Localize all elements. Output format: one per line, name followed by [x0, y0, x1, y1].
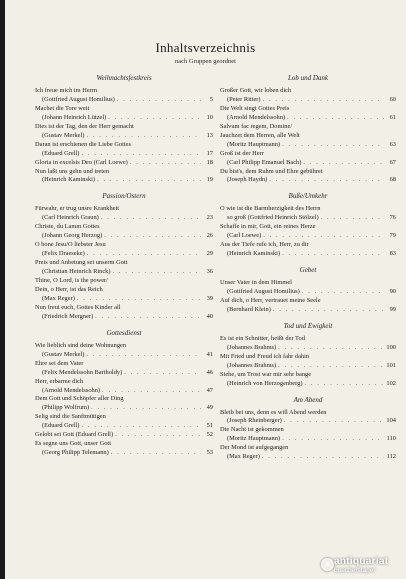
entry-title-text: Gloria in excelsis Deo (Carl Loewe) — [35, 158, 128, 166]
entry-page-number: 101 — [386, 361, 396, 369]
toc-section — [35, 74, 213, 185]
entry-title-text: Aus der Tiefe rufe ich, Herr, zu dir — [220, 241, 309, 249]
dot-leader — [124, 369, 201, 378]
toc-entry-title — [35, 342, 213, 351]
toc-entry-line — [220, 306, 396, 315]
toc-entry-title — [35, 360, 213, 369]
entry-page-number: 40 — [206, 312, 213, 320]
toc-section — [220, 266, 396, 315]
section-heading: Passion/Ostern — [102, 192, 146, 201]
entry-composer: (Bernhard Klein) — [227, 305, 271, 313]
entry-title-text: Thine, O Lord, is the power/ — [35, 277, 108, 285]
dot-leader — [86, 351, 201, 360]
entry-composer: (Gottfried August Homilius) — [42, 95, 115, 103]
dot-leader — [81, 150, 201, 159]
toc-entry-title — [220, 335, 396, 344]
entry-page-number: 47 — [206, 386, 213, 394]
entry-composer: (Christian Heinrich Rinck) — [42, 268, 111, 276]
toc-entry-title — [220, 168, 396, 177]
entry-title-text: Selig sind die Sanftmütigen — [35, 413, 106, 421]
entry-title-text: Du bist's, dem Ruhm und Ehre gebühret — [220, 167, 323, 175]
entry-title-text: Es segne uns Gott, unser Gott — [35, 440, 111, 448]
entry-title-text: Nun freut euch, Gottes Kinder all — [35, 303, 121, 311]
toc-entry-title — [220, 132, 396, 141]
toc-entry-line — [35, 114, 213, 123]
entry-title-text: Mit Fried und Freud ich fahr dahin — [220, 352, 310, 360]
toc-entry-title — [35, 277, 213, 286]
entry-composer: (Heinrich von Herzogenberg) — [227, 379, 303, 387]
entry-page-number: 99 — [389, 305, 396, 313]
toc-entry-title — [220, 241, 396, 250]
entry-title-text: Jauchzet dem Herren, alle Welt — [220, 131, 300, 139]
toc-entry-title — [35, 105, 213, 114]
entry-title-text: Dies ist der Tag, den der Herr gemacht — [35, 122, 134, 130]
entry-title-text: Nun laßt uns gehn und treten — [35, 167, 110, 175]
dot-leader — [117, 96, 201, 105]
toc-entry-title — [35, 168, 213, 177]
toc-entry-title — [35, 141, 213, 150]
toc-entry-line — [35, 404, 213, 413]
toc-section — [35, 329, 213, 458]
dot-leader — [113, 268, 201, 277]
toc-entry-title — [220, 205, 396, 214]
toc-entry-line — [35, 295, 213, 304]
toc-entry-title — [35, 286, 213, 295]
toc-entry-title — [35, 223, 213, 232]
entry-composer: (Eduard Grell) — [42, 422, 80, 430]
dot-leader — [321, 214, 384, 223]
dot-leader — [87, 250, 201, 259]
dot-leader — [304, 380, 384, 389]
right-column — [220, 74, 396, 469]
entry-page-number: 68 — [389, 176, 396, 184]
dot-leader — [269, 176, 384, 185]
entry-composer: (Moritz Hauptmann) — [227, 435, 281, 443]
entry-composer: (Carl Philipp Emanuel Bach) — [227, 158, 302, 166]
entry-title-text: Machet die Tore weit — [35, 104, 90, 112]
dot-leader — [111, 449, 201, 458]
entry-composer: (Carl Loewe) — [227, 232, 262, 240]
toc-entry-line — [35, 351, 213, 360]
toc-entry-line — [35, 150, 213, 159]
entry-composer: (Johann Heinrich Lützel) — [42, 113, 107, 121]
toc-entry-line — [35, 96, 213, 105]
entry-page-number: 79 — [389, 232, 396, 240]
page-title: Inhaltsverzeichnis — [155, 40, 256, 55]
toc-entry-title — [35, 241, 213, 250]
entry-composer: (Friedrich Mergner) — [42, 312, 94, 320]
entry-title-text: Wie lieblich sind deine Wohnungen — [35, 341, 127, 349]
entry-page-number: 67 — [389, 158, 396, 166]
dot-leader — [263, 96, 384, 105]
dot-leader — [262, 453, 384, 462]
entry-title-text: Die Nacht ist gekommen — [220, 426, 284, 434]
left-column — [35, 74, 213, 465]
toc-entry-line — [35, 159, 213, 168]
entry-title-text: Preis und Anbetung sei unserm Gott — [35, 259, 128, 267]
entry-page-number: 26 — [206, 232, 213, 240]
toc-entry-line — [35, 268, 213, 277]
toc-entry-line — [220, 362, 396, 371]
entry-title-text: Bleib bei uns, denn es will Abend werden — [220, 408, 327, 416]
entry-page-number: 49 — [206, 404, 213, 412]
watermark-subtext: buecherstapel — [334, 567, 375, 574]
toc-entry-title — [220, 297, 396, 306]
toc-entry-title — [220, 353, 396, 362]
entry-title-text: Auf dich, o Herr, vertrauet meine Seele — [220, 296, 321, 304]
dot-leader — [303, 159, 384, 168]
entry-composer: (Felix Mendelssohn Bartholdy) — [42, 368, 123, 376]
entry-page-number: 83 — [389, 250, 396, 258]
entry-composer: (Heinrich Kaminski) — [42, 176, 96, 184]
entry-composer: (Johannes Brahms) — [227, 361, 277, 369]
entry-page-number: 52 — [206, 431, 213, 439]
entry-page-number: 90 — [389, 288, 396, 296]
toc-entry-line — [220, 232, 396, 241]
toc-entry-line — [220, 288, 396, 297]
dot-leader — [102, 387, 201, 396]
entry-composer: (Peter Ritter) — [227, 95, 261, 103]
entry-page-number: 5 — [209, 95, 213, 103]
entry-page-number: 112 — [386, 453, 396, 461]
toc-entry-title — [220, 279, 396, 288]
entry-composer: (Max Reger) — [227, 453, 260, 461]
toc-entry-title — [220, 371, 396, 380]
toc-entry-title — [35, 440, 213, 449]
dot-leader — [282, 250, 384, 259]
entry-page-number: 104 — [386, 417, 396, 425]
toc-entry-line — [220, 159, 396, 168]
dot-leader — [97, 176, 201, 185]
dot-leader — [101, 214, 201, 223]
entry-composer: (Joseph Rheinberger) — [227, 417, 282, 425]
toc-entry-line — [220, 417, 396, 426]
dot-leader — [282, 141, 384, 150]
entry-title-text: Groß ist der Herr — [220, 149, 264, 157]
entry-page-number: 23 — [206, 214, 213, 222]
toc-section — [35, 192, 213, 321]
toc-entry-line — [35, 232, 213, 241]
entry-composer: (Georg Philipp Telemann) — [42, 449, 109, 457]
entry-title-text: Dein, o Herr, ist das Reich — [35, 285, 103, 293]
toc-entry-line — [220, 114, 396, 123]
entry-title-text: Christe, du Lamm Gottes — [35, 223, 100, 231]
entry-composer: (Gustav Merkel) — [42, 350, 85, 358]
entry-title-text: O wie ist die Barmherzigkeit des Herrn — [220, 205, 321, 213]
entry-title-text: Fürwahr, er trug unsre Krankheit — [35, 205, 120, 213]
dot-leader — [81, 422, 201, 431]
toc-entry-line — [220, 380, 396, 389]
dot-leader — [263, 232, 384, 241]
entry-composer: (Felix Draeseke) — [42, 250, 85, 258]
toc-section — [220, 396, 396, 463]
dot-leader — [95, 313, 201, 322]
toc-entry-line — [35, 422, 213, 431]
entry-page-number: 60 — [389, 95, 396, 103]
toc-entry-title — [35, 413, 213, 422]
toc-entry-title — [220, 426, 396, 435]
toc-entry-title — [35, 395, 213, 404]
toc-entry-title — [35, 259, 213, 268]
entry-composer: (Arnold Mendelssohn) — [42, 386, 101, 394]
entry-page-number: 10 — [206, 113, 213, 121]
toc-entry-line — [220, 214, 396, 223]
toc-entry-line — [220, 435, 396, 444]
entry-title-text: Es ist ein Schnitter, heißt der Tod — [220, 334, 305, 342]
toc-section — [220, 192, 396, 259]
toc-entry-line — [35, 369, 213, 378]
entry-page-number: 13 — [206, 131, 213, 139]
toc-entry-line — [35, 132, 213, 141]
entry-page-number: 61 — [389, 113, 396, 121]
toc-entry-title — [220, 150, 396, 159]
entry-title-text: Schaffe in mir, Gott, ein reines Herze — [220, 223, 316, 231]
section-heading: Gebet — [299, 266, 317, 275]
section-heading: Buße/Umkehr — [288, 192, 328, 201]
page-subtitle: nach Gruppen geordnet — [174, 58, 236, 65]
entry-composer: (Max Reger) — [42, 294, 75, 302]
entry-page-number: 51 — [206, 422, 213, 430]
entry-title-text: Ehre sei dem Vater — [35, 359, 84, 367]
entry-page-number: 110 — [386, 435, 396, 443]
toc-entry-line — [220, 141, 396, 150]
section-heading: Am Abend — [293, 395, 323, 404]
entry-page-number: 17 — [206, 149, 213, 157]
dot-leader — [86, 132, 201, 141]
entry-page-number: 39 — [206, 294, 213, 302]
section-heading: Lob und Dank — [287, 74, 329, 82]
watermark-text: antiquariat — [334, 556, 389, 567]
toc-entry-line — [35, 431, 213, 440]
toc-entry-line — [35, 313, 213, 322]
entry-title-text: O bone Jesu/O liebster Jesu — [35, 241, 106, 249]
toc-entry-title — [35, 304, 213, 313]
toc-entry-line — [35, 387, 213, 396]
toc-section — [220, 322, 396, 389]
toc-entry-title — [220, 444, 396, 453]
entry-composer: (Moritz Hauptmann) — [227, 140, 281, 148]
entry-page-number: 63 — [389, 140, 396, 148]
entry-composer: (Eduard Grell) — [42, 149, 80, 157]
section-heading: Gottesdienst — [106, 328, 142, 337]
section-heading: Tod und Ewigkeit — [283, 321, 333, 330]
toc-entry-title — [35, 123, 213, 132]
watermark-logo-icon: a — [321, 558, 334, 571]
toc-entry-line — [35, 214, 213, 223]
toc-entry-title — [220, 223, 396, 232]
toc-entry-title — [220, 123, 396, 132]
entry-composer: (Johann Georg Herzog) — [42, 232, 103, 240]
toc-entry-title — [35, 378, 213, 387]
toc-section — [220, 74, 396, 185]
toc-entry-title — [220, 105, 396, 114]
dot-leader — [130, 159, 201, 168]
entry-page-number: 29 — [206, 250, 213, 258]
entry-composer: (Heinrich Kaminski) — [227, 250, 281, 258]
entry-page-number: 36 — [206, 268, 213, 276]
dot-leader — [104, 232, 201, 241]
dot-leader — [77, 295, 201, 304]
toc-entry-line — [35, 176, 213, 185]
dot-leader — [284, 417, 384, 426]
toc-entry-line — [35, 449, 213, 458]
entry-composer: (Joseph Haydn) — [227, 176, 268, 184]
section-heading: Weihnachtsfestkreis — [96, 74, 152, 82]
dot-leader — [278, 344, 384, 353]
toc-entry-line — [220, 96, 396, 105]
toc-entry-line — [35, 250, 213, 259]
dot-leader — [91, 404, 201, 413]
entry-page-number: 19 — [206, 176, 213, 184]
toc-entry-title — [35, 87, 213, 96]
entry-composer: (Arnold Mendelssohn) — [227, 113, 286, 121]
entry-title-text: Der Mond ist aufgegangen — [220, 444, 289, 452]
dot-leader — [282, 435, 384, 444]
entry-composer: so groß (Gottfried Heinrich Stölzel) — [227, 214, 319, 222]
entry-title-text: Gelobt sei Gott (Eduard Grell) — [35, 431, 114, 439]
entry-composer: (Gottfried August Homilius) — [227, 288, 300, 296]
toc-entry-title — [220, 409, 396, 418]
entry-composer: (Johannes Brahms) — [227, 343, 277, 351]
entry-page-number: 41 — [206, 350, 213, 358]
dot-leader — [278, 362, 384, 371]
entry-title-text: Die Welt singt Gottes Preis — [220, 104, 290, 112]
entry-title-text: Unser Vater in dem Himmel — [220, 279, 292, 287]
entry-title-text: Daran ist erschienen die Liebe Gottes — [35, 140, 131, 148]
entry-composer: (Philipp Wolfrum) — [42, 404, 90, 412]
toc-entry-title — [220, 87, 396, 96]
entry-title-text: Salvum fac regem, Domine/ — [220, 122, 293, 130]
dot-leader — [108, 114, 201, 123]
entry-title-text: Herr, erbarme dich — [35, 377, 84, 385]
toc-entry-line — [220, 250, 396, 259]
toc-entry-line — [220, 344, 396, 353]
entry-page-number: 100 — [386, 343, 396, 351]
entry-page-number: 18 — [206, 158, 213, 166]
entry-page-number: 102 — [386, 379, 396, 387]
entry-composer: (Gustav Merkel) — [42, 131, 85, 139]
dot-leader — [115, 431, 201, 440]
entry-title-text: Großer Gott, wir loben dich — [220, 86, 292, 94]
toc-entry-title — [35, 205, 213, 214]
entry-composer: (Carl Heinrich Graun) — [42, 214, 99, 222]
toc-entry-line — [220, 176, 396, 185]
entry-page-number: 53 — [206, 449, 213, 457]
entry-title-text: Ich freue mich im Herrn — [35, 86, 98, 94]
entry-page-number: 76 — [389, 214, 396, 222]
dot-leader — [302, 288, 384, 297]
entry-page-number: 46 — [206, 368, 213, 376]
entry-title-text: Siehe, um Trost war mir sehr bange — [220, 370, 312, 378]
entry-title-text: Dem Gott und Schöpfer aller Ding — [35, 395, 124, 403]
watermark-stamp — [320, 555, 402, 577]
toc-entry-line — [220, 453, 396, 462]
dot-leader — [287, 114, 384, 123]
dot-leader — [273, 306, 384, 315]
